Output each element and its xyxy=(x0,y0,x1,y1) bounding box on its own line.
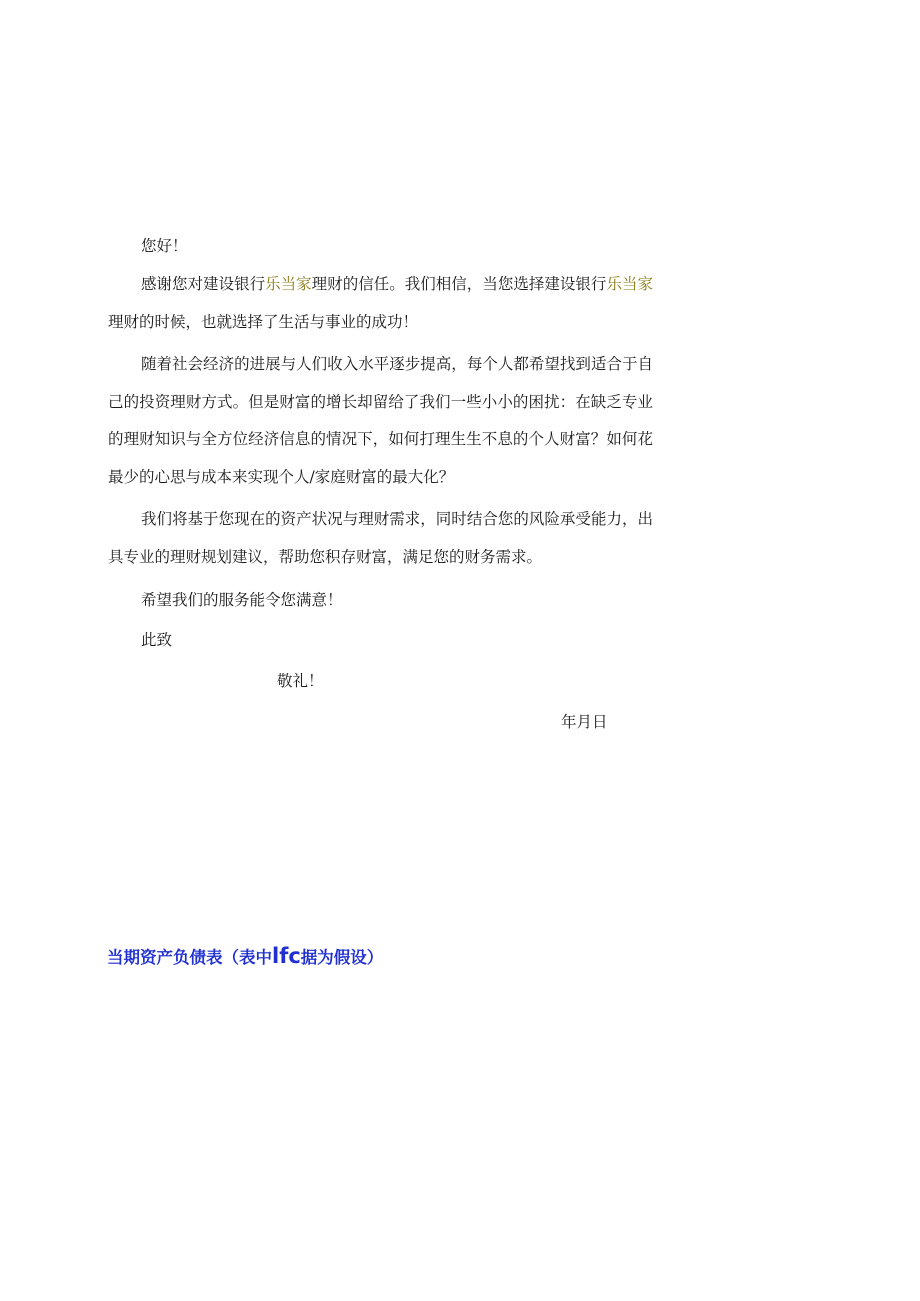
brand-name: 乐当家 xyxy=(265,275,312,293)
intro-text-b: 理财的信任。我们相信，当您选择建设银行 xyxy=(311,275,607,293)
intro-paragraph xyxy=(108,266,653,341)
intro-text-a: 感谢您对建设银行 xyxy=(141,275,266,293)
intro-text-c: 理财的时候，也就选择了生活与事业的成功！ xyxy=(108,312,419,331)
heading-text-c: 据为假设） xyxy=(300,948,384,967)
date-line: 年月日 xyxy=(561,713,608,731)
context-paragraph: 随着社会经济的进展与人们收入水平逐步提高，每个人都希望找到适合于自己的投资理财方式。但是财富的增长却留给了我们一些小小的困扰：在缺乏专业的理财知识与全方位经济信息的情况下，如何打理生生不息的个人财富？如何花最少的心思与成本来实现个人/家庭财富的最大化？ xyxy=(108,355,653,486)
balance-sheet-heading xyxy=(107,943,383,971)
service-paragraph: 我们将基于您现在的资产状况与理财需求，同时结合您的风险承受能力，出具专业的理财规划建议，帮助您积存财富，满足您的财务需求。 xyxy=(108,510,653,566)
brand-name: 乐当家 xyxy=(606,275,653,293)
wish-line: 希望我们的服务能令您满意！ xyxy=(141,591,343,609)
closing-cizhi: 此致 xyxy=(141,631,173,649)
heading-text-b: lfc xyxy=(272,944,301,968)
greeting: 您好！ xyxy=(141,237,188,255)
heading-text-a: 当期资产负债表（表中 xyxy=(107,948,272,967)
closing-jingli: 敬礼！ xyxy=(277,672,324,690)
